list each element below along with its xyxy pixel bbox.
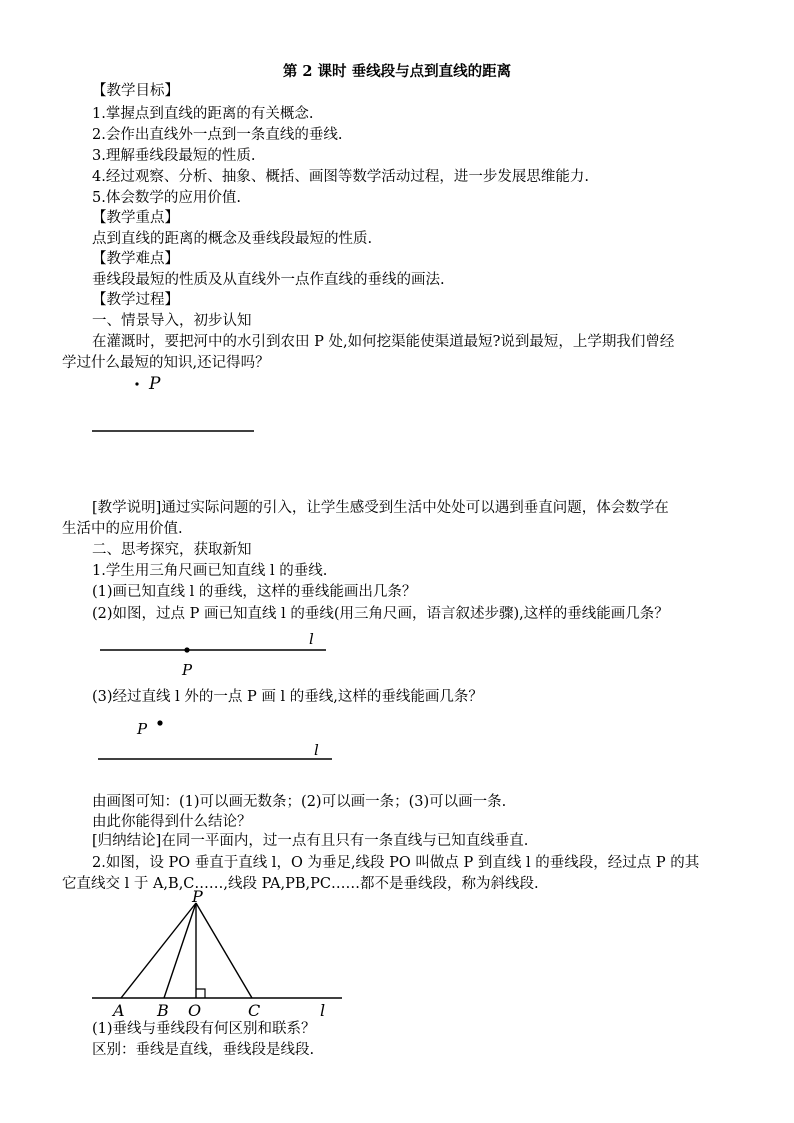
part2-heading: 二、思考探究，获取新知 xyxy=(92,542,252,558)
label-p: P xyxy=(192,888,203,906)
figure-1 xyxy=(88,372,268,438)
label-a: A xyxy=(113,1001,125,1020)
point-label: P xyxy=(182,661,193,679)
part2-q1b: (2)如图，过点 P 画已知直线 l 的垂线(用三角尺画，语言叙述步骤),这样的垂线能画几条？ xyxy=(92,606,669,622)
difficult-text: 垂线段最短的性质及从直线外一点作直线的垂线的画法. xyxy=(92,272,445,288)
point-on-line xyxy=(184,647,189,652)
part1-para-line1: 在灌溉时，要把河中的水引到农田 P 处,如何挖渠能使渠道最短?说到最短，上学期我们曾经 xyxy=(92,334,675,350)
process-heading: 【教学过程】 xyxy=(92,292,179,308)
figure-3 xyxy=(94,710,344,765)
part2-q2a: (1)垂线与垂线段有何区别和联系？ xyxy=(92,1021,316,1037)
key-text: 点到直线的距离的概念及垂线段最短的性质. xyxy=(92,231,373,247)
part1-heading: 一、情景导入，初步认知 xyxy=(92,313,252,329)
key-heading: 【教学重点】 xyxy=(92,210,179,226)
line-label: l xyxy=(314,741,319,759)
objective-item: 2.会作出直线外一点到一条直线的垂线. xyxy=(92,127,343,143)
part2-conclusion: [归纳结论]在同一平面内，过一点有且只有一条直线与已知直线垂直. xyxy=(92,833,529,849)
part2-question: 由此你能得到什么结论？ xyxy=(92,814,252,830)
point-dot xyxy=(135,382,138,385)
segment-pc xyxy=(196,903,252,998)
part2-q1a: (1)画已知直线 l 的垂线，这样的垂线能画出几条？ xyxy=(92,584,417,600)
part2-q1c: (3)经过直线 l 外的一点 P 画 l 的垂线,这样的垂线能画几条？ xyxy=(92,689,483,705)
right-angle-mark xyxy=(196,989,205,998)
figure-2 xyxy=(94,628,334,680)
label-b: B xyxy=(157,1001,169,1020)
line-label: l xyxy=(309,630,314,648)
point-label: P xyxy=(137,720,148,738)
part2-q1: 1.学生用三角尺画已知直线 l 的垂线. xyxy=(92,563,328,579)
figure-4 xyxy=(88,888,348,1020)
page-title: 第 2 课时 垂线段与点到直线的距离 xyxy=(282,63,512,80)
objective-item: 1.掌握点到直线的距离的有关概念. xyxy=(92,106,314,122)
part2-answer: 由画图可知：(1)可以画无数条；(2)可以画一条；(3)可以画一条. xyxy=(92,794,507,810)
objectives-heading: 【教学目标】 xyxy=(92,83,179,99)
part1-note-line1: [教学说明]通过实际问题的引入，让学生感受到生活中处处可以遇到垂直问题，体会数学在 xyxy=(92,500,669,516)
part1-para-line2: 学过什么最短的知识,还记得吗？ xyxy=(62,355,270,371)
label-c: C xyxy=(248,1001,261,1020)
part1-note-line2: 生活中的应用价值. xyxy=(62,521,183,537)
part2-q2-line2: 它直线交 l 于 A,B,C……,线段 PA,PB,PC……都不是垂线段，称为斜线段. xyxy=(62,876,539,892)
label-o: O xyxy=(188,1001,202,1020)
point-off-line xyxy=(157,720,162,725)
segment-pa xyxy=(121,903,196,998)
point-label: P xyxy=(149,374,161,394)
objective-item: 3.理解垂线段最短的性质. xyxy=(92,148,256,164)
label-l: l xyxy=(320,1001,326,1020)
difficult-heading: 【教学难点】 xyxy=(92,251,179,267)
objective-item: 4.经过观察、分析、抽象、概括、画图等数学活动过程，进一步发展思维能力. xyxy=(92,169,589,185)
segment-pb xyxy=(164,903,196,998)
objective-item: 5.体会数学的应用价值. xyxy=(92,190,241,206)
part2-q2-line1: 2.如图，设 PO 垂直于直线 l，O 为垂足,线段 PO 叫做点 P 到直线 l 的垂线段，经过点 P 的其 xyxy=(92,855,700,871)
part2-q2a-answer: 区别：垂线是直线，垂线段是线段. xyxy=(92,1042,315,1058)
